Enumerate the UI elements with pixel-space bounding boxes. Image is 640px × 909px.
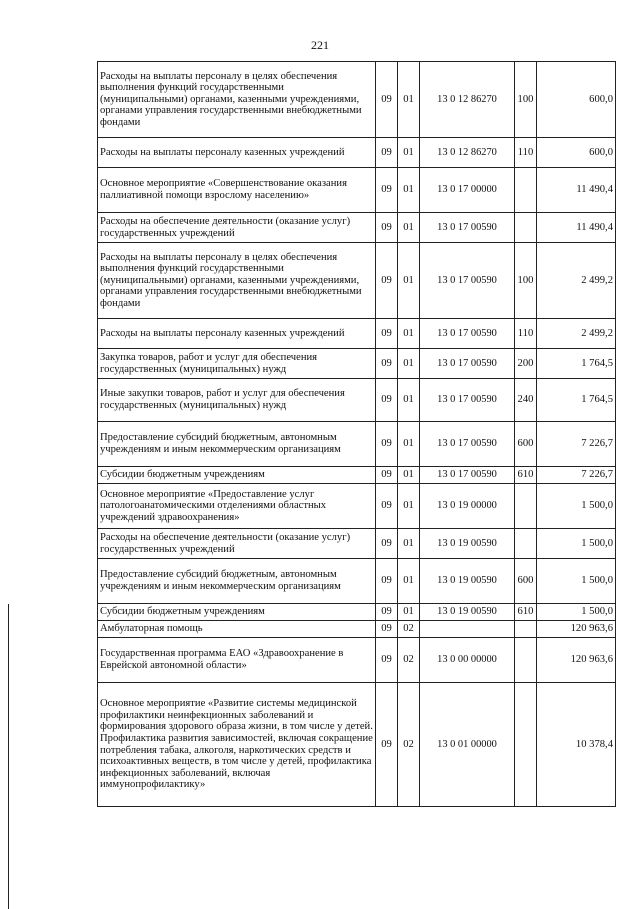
row-subsection-cell: 01 <box>398 213 420 243</box>
row-target-article-cell: 13 0 17 00590 <box>420 467 515 484</box>
row-subsection-cell: 01 <box>398 484 420 529</box>
row-target-article-cell <box>420 621 515 638</box>
row-amount-cell: 120 963,6 <box>537 638 616 683</box>
row-subsection-cell: 01 <box>398 379 420 422</box>
row-section-cell: 09 <box>376 484 398 529</box>
table-row <box>98 62 616 138</box>
row-expense-type-cell: 240 <box>515 379 537 422</box>
row-subsection-cell: 01 <box>398 62 420 138</box>
row-subsection-cell: 01 <box>398 529 420 559</box>
row-amount-cell: 1 500,0 <box>537 484 616 529</box>
row-target-article-cell: 13 0 00 00000 <box>420 638 515 683</box>
row-subsection-cell: 01 <box>398 422 420 467</box>
row-name-cell: Расходы на выплаты персоналу в целях обеспечения выполнения функций государственными (муниципальными) органами, казенными учреждениями, органами управления государственными внебюджетными фондами <box>98 62 376 138</box>
row-section-cell: 09 <box>376 62 398 138</box>
table-row <box>98 138 616 168</box>
row-expense-type-cell: 610 <box>515 604 537 621</box>
row-expense-type-cell: 200 <box>515 349 537 379</box>
row-target-article-cell: 13 0 19 00000 <box>420 484 515 529</box>
table-row <box>98 213 616 243</box>
row-amount-cell: 120 963,6 <box>537 621 616 638</box>
row-expense-type-cell: 100 <box>515 62 537 138</box>
row-section-cell: 09 <box>376 529 398 559</box>
row-section-cell: 09 <box>376 168 398 213</box>
table-row <box>98 243 616 319</box>
row-name-cell: Расходы на обеспечение деятельности (оказание услуг) государственных учреждений <box>98 529 376 559</box>
margin-line <box>8 604 9 909</box>
row-subsection-cell: 01 <box>398 138 420 168</box>
row-name-cell: Основное мероприятие «Развитие системы медицинской профилактики неинфекционных заболеваний и формирования здорового образа жизни, в том числе у детей. Профилактика развития зависимостей, включая сокращение потребления табака, алкоголя, наркотических средств и психоактивных веществ, в том числе у детей, профилактика инфекционных заболеваний, включая иммунопрофилактику» <box>98 683 376 807</box>
row-target-article-cell: 13 0 01 00000 <box>420 683 515 807</box>
row-section-cell: 09 <box>376 559 398 604</box>
row-target-article-cell: 13 0 19 00590 <box>420 529 515 559</box>
row-name-cell: Предоставление субсидий бюджетным, автономным учреждениям и иным некоммерческим организациям <box>98 559 376 604</box>
row-name-cell: Расходы на выплаты персоналу казенных учреждений <box>98 319 376 349</box>
row-expense-type-cell: 110 <box>515 138 537 168</box>
row-target-article-cell: 13 0 12 86270 <box>420 62 515 138</box>
row-amount-cell: 11 490,4 <box>537 213 616 243</box>
row-name-cell: Расходы на обеспечение деятельности (оказание услуг) государственных учреждений <box>98 213 376 243</box>
row-amount-cell: 7 226,7 <box>537 422 616 467</box>
row-name-cell: Государственная программа ЕАО «Здравоохранение в Еврейской автономной области» <box>98 638 376 683</box>
row-amount-cell: 1 764,5 <box>537 349 616 379</box>
row-section-cell: 09 <box>376 319 398 349</box>
row-expense-type-cell <box>515 168 537 213</box>
row-amount-cell: 2 499,2 <box>537 319 616 349</box>
row-target-article-cell: 13 0 17 00590 <box>420 213 515 243</box>
table-row <box>98 467 616 484</box>
row-section-cell: 09 <box>376 422 398 467</box>
row-amount-cell: 10 378,4 <box>537 683 616 807</box>
row-target-article-cell: 13 0 17 00000 <box>420 168 515 213</box>
table-row <box>98 621 616 638</box>
row-name-cell: Субсидии бюджетным учреждениям <box>98 467 376 484</box>
row-subsection-cell: 01 <box>398 604 420 621</box>
row-amount-cell: 600,0 <box>537 138 616 168</box>
row-target-article-cell: 13 0 17 00590 <box>420 319 515 349</box>
row-target-article-cell: 13 0 17 00590 <box>420 349 515 379</box>
row-subsection-cell: 01 <box>398 559 420 604</box>
table-row <box>98 559 616 604</box>
row-expense-type-cell: 600 <box>515 559 537 604</box>
row-expense-type-cell: 110 <box>515 319 537 349</box>
page-number: 221 <box>311 38 329 52</box>
row-section-cell: 09 <box>376 683 398 807</box>
row-expense-type-cell <box>515 638 537 683</box>
row-section-cell: 09 <box>376 349 398 379</box>
row-expense-type-cell <box>515 621 537 638</box>
row-section-cell: 09 <box>376 467 398 484</box>
row-amount-cell: 2 499,2 <box>537 243 616 319</box>
budget-table <box>97 61 616 807</box>
row-section-cell: 09 <box>376 243 398 319</box>
row-amount-cell: 11 490,4 <box>537 168 616 213</box>
row-target-article-cell: 13 0 17 00590 <box>420 422 515 467</box>
row-subsection-cell: 02 <box>398 621 420 638</box>
row-section-cell: 09 <box>376 621 398 638</box>
row-amount-cell: 1 500,0 <box>537 559 616 604</box>
table-row <box>98 484 616 529</box>
table-row <box>98 604 616 621</box>
table-row <box>98 379 616 422</box>
row-amount-cell: 1 764,5 <box>537 379 616 422</box>
row-name-cell: Расходы на выплаты персоналу в целях обеспечения выполнения функций государственными (муниципальными) органами, казенными учреждениями, органами управления государственными внебюджетными фондами <box>98 243 376 319</box>
row-expense-type-cell <box>515 213 537 243</box>
row-expense-type-cell <box>515 683 537 807</box>
row-expense-type-cell <box>515 484 537 529</box>
row-subsection-cell: 01 <box>398 243 420 319</box>
row-name-cell: Предоставление субсидий бюджетным, автономным учреждениям и иным некоммерческим организациям <box>98 422 376 467</box>
row-amount-cell: 1 500,0 <box>537 529 616 559</box>
row-section-cell: 09 <box>376 379 398 422</box>
row-name-cell: Амбулаторная помощь <box>98 621 376 638</box>
row-target-article-cell: 13 0 19 00590 <box>420 604 515 621</box>
row-target-article-cell: 13 0 17 00590 <box>420 379 515 422</box>
row-section-cell: 09 <box>376 213 398 243</box>
row-target-article-cell: 13 0 19 00590 <box>420 559 515 604</box>
row-name-cell: Закупка товаров, работ и услуг для обеспечения государственных (муниципальных) нужд <box>98 349 376 379</box>
row-name-cell: Расходы на выплаты персоналу казенных учреждений <box>98 138 376 168</box>
row-section-cell: 09 <box>376 638 398 683</box>
row-subsection-cell: 01 <box>398 168 420 213</box>
row-amount-cell: 7 226,7 <box>537 467 616 484</box>
row-subsection-cell: 02 <box>398 683 420 807</box>
table-row <box>98 168 616 213</box>
table-row <box>98 683 616 807</box>
row-name-cell: Иные закупки товаров, работ и услуг для обеспечения государственных (муниципальных) нужд <box>98 379 376 422</box>
table-row <box>98 422 616 467</box>
row-section-cell: 09 <box>376 138 398 168</box>
row-expense-type-cell: 600 <box>515 422 537 467</box>
table-row <box>98 529 616 559</box>
row-name-cell: Основное мероприятие «Предоставление услуг патологоанатомическими отделениями областных учреждений здравоохранения» <box>98 484 376 529</box>
row-subsection-cell: 02 <box>398 638 420 683</box>
row-amount-cell: 600,0 <box>537 62 616 138</box>
table-row <box>98 349 616 379</box>
row-target-article-cell: 13 0 12 86270 <box>420 138 515 168</box>
row-name-cell: Субсидии бюджетным учреждениям <box>98 604 376 621</box>
row-expense-type-cell: 100 <box>515 243 537 319</box>
row-target-article-cell: 13 0 17 00590 <box>420 243 515 319</box>
table-row <box>98 319 616 349</box>
row-expense-type-cell <box>515 529 537 559</box>
row-amount-cell: 1 500,0 <box>537 604 616 621</box>
row-subsection-cell: 01 <box>398 349 420 379</box>
row-subsection-cell: 01 <box>398 467 420 484</box>
row-name-cell: Основное мероприятие «Совершенствование оказания паллиативной помощи взрослому населению» <box>98 168 376 213</box>
row-section-cell: 09 <box>376 604 398 621</box>
row-subsection-cell: 01 <box>398 319 420 349</box>
row-expense-type-cell: 610 <box>515 467 537 484</box>
table-row <box>98 638 616 683</box>
